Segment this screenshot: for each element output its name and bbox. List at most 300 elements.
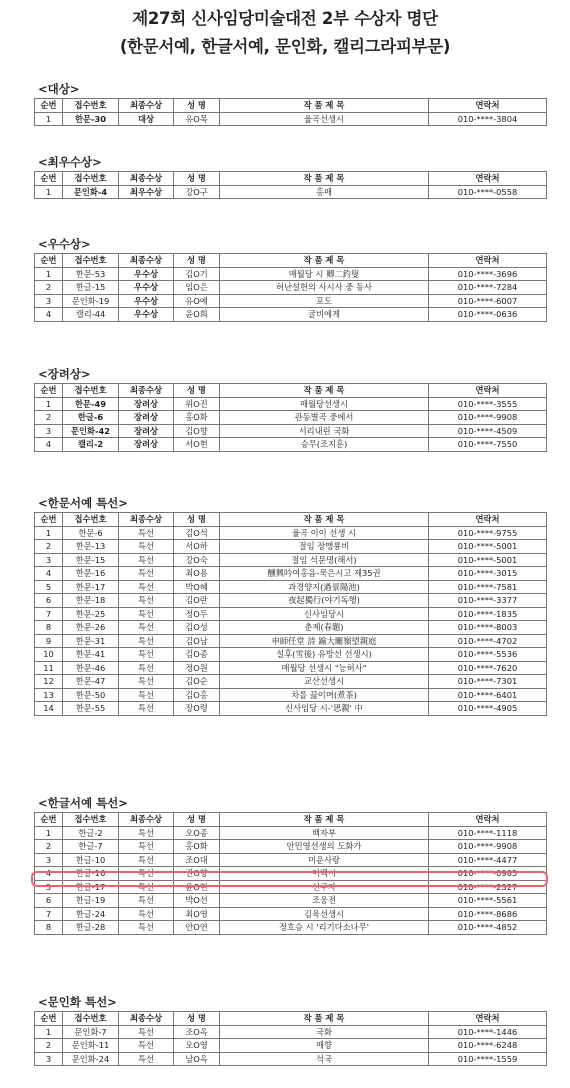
table-cell: 김O종 — [174, 648, 220, 662]
table-cell: 한글-16 — [63, 867, 119, 881]
table-cell: 특선 — [119, 621, 174, 635]
column-header: 접수번호 — [63, 99, 119, 113]
table-cell: 010-****-9908 — [429, 411, 547, 425]
table-cell: 한글-24 — [63, 907, 119, 921]
table-cell: 한문-41 — [63, 648, 119, 662]
table-cell: 010-****-5536 — [429, 648, 547, 662]
table-cell: 홍O화 — [174, 411, 220, 425]
table-cell: 강O숙 — [174, 553, 220, 567]
table-cell: 특선 — [119, 540, 174, 554]
section-hanmun-special — [34, 494, 546, 716]
column-header: 최종수상 — [119, 1012, 174, 1026]
table-cell: 김O성 — [174, 621, 220, 635]
table-row — [35, 880, 547, 894]
table-row — [35, 894, 547, 908]
table-cell: 정O두 — [174, 607, 220, 621]
table-cell: 매월당선생시 — [220, 397, 429, 411]
table-cell: 조웅전 — [220, 894, 429, 908]
table-cell: 특선 — [119, 907, 174, 921]
table-cell: 백자부 — [220, 826, 429, 840]
column-header: 순번 — [35, 99, 63, 113]
column-header: 최종수상 — [119, 513, 174, 527]
table-cell: 특선 — [119, 567, 174, 581]
table-cell: 한글-28 — [63, 921, 119, 935]
table-cell: 5 — [35, 580, 63, 594]
table-cell: 6 — [35, 594, 63, 608]
column-header: 작 품 제 목 — [220, 813, 429, 827]
table-cell: 4 — [35, 438, 63, 452]
table-row — [35, 308, 547, 322]
table-cell: 김O란 — [174, 594, 220, 608]
table-cell: 김O순 — [174, 675, 220, 689]
section-encouragement — [34, 365, 546, 452]
section-title: <문인화 특선> — [38, 995, 117, 1009]
table-cell: 6 — [35, 894, 63, 908]
table-cell: 010-****-9755 — [429, 526, 547, 540]
table-cell: 신사임당 시-'思親' 中 — [220, 702, 429, 716]
table-cell: 특선 — [119, 553, 174, 567]
table-cell: 한문-26 — [63, 621, 119, 635]
table-cell: 관동별곡 중에서 — [220, 411, 429, 425]
table-cell: 임O은 — [174, 281, 220, 295]
table-cell: 특선 — [119, 702, 174, 716]
table-cell: 특선 — [119, 607, 174, 621]
table-row — [35, 607, 547, 621]
column-header: 성 명 — [174, 513, 220, 527]
table-cell: 010-****-1118 — [429, 826, 547, 840]
column-header: 연락처 — [429, 99, 547, 113]
table-cell: 010-****-3377 — [429, 594, 547, 608]
table-cell: 한문-18 — [63, 594, 119, 608]
column-header: 순번 — [35, 384, 63, 398]
table-cell: 석국 — [220, 1052, 429, 1066]
table-cell: 매월당 선생시 "능허사" — [220, 661, 429, 675]
table-cell: 문인화-7 — [63, 1025, 119, 1039]
table-cell: 특선 — [119, 894, 174, 908]
table-cell: 매월당 시 卿二釣叟 — [220, 267, 429, 281]
table-cell: 문인화-4 — [63, 185, 119, 199]
table-cell: 한문-6 — [63, 526, 119, 540]
table-cell: 한문-53 — [63, 267, 119, 281]
table-row — [35, 921, 547, 935]
table-header-row — [35, 1012, 547, 1026]
table-header-row — [35, 254, 547, 268]
table-cell: 한문-30 — [63, 112, 119, 126]
table-cell: 010-****-7284 — [429, 281, 547, 295]
table-cell: 2 — [35, 840, 63, 854]
table-cell: 010-****-7550 — [429, 438, 547, 452]
table-cell: 율곡 이이 선생 시 — [220, 526, 429, 540]
table-cell: 허난설헌의 사시사 중 동사 — [220, 281, 429, 295]
table-row — [35, 540, 547, 554]
award-table — [34, 171, 547, 199]
table-cell: 010-****-3804 — [429, 112, 547, 126]
column-header: 최종수상 — [119, 172, 174, 186]
table-cell: 특선 — [119, 1025, 174, 1039]
table-cell: 장려상 — [119, 438, 174, 452]
table-cell: 설후(雪後) 유방선 선생시) — [220, 648, 429, 662]
table-row — [35, 294, 547, 308]
table-cell: 김O석 — [174, 526, 220, 540]
table-row — [35, 424, 547, 438]
table-cell: 과경양지(過景陽池) — [220, 580, 429, 594]
table-row — [35, 661, 547, 675]
column-header: 연락처 — [429, 254, 547, 268]
table-row — [35, 580, 547, 594]
table-row — [35, 411, 547, 425]
table-cell: 장려상 — [119, 411, 174, 425]
table-cell: 미운사랑 — [220, 853, 429, 867]
table-cell: 010-****-6007 — [429, 294, 547, 308]
table-cell: 최우수상 — [119, 185, 174, 199]
table-cell: 권O향 — [174, 867, 220, 881]
section-title: <한글서예 특선> — [38, 796, 128, 810]
table-cell: 홍매 — [220, 185, 429, 199]
table-cell: 7 — [35, 907, 63, 921]
table-cell: 11 — [35, 661, 63, 675]
page-title: 제27회 신사임당미술대전 2부 수상자 명단 — [132, 9, 438, 28]
table-cell: 14 — [35, 702, 63, 716]
table-cell: 김육선생시 — [220, 907, 429, 921]
table-cell: 010-****-2327 — [429, 880, 547, 894]
table-cell: 010-****-5561 — [429, 894, 547, 908]
table-cell: 2 — [35, 540, 63, 554]
table-cell: 최O용 — [174, 567, 220, 581]
column-header: 성 명 — [174, 99, 220, 113]
table-cell: 010-****-6401 — [429, 688, 547, 702]
table-cell: 서O하 — [174, 540, 220, 554]
table-cell: 특선 — [119, 867, 174, 881]
table-row — [35, 267, 547, 281]
column-header: 접수번호 — [63, 384, 119, 398]
table-row — [35, 1039, 547, 1053]
table-cell: 4 — [35, 867, 63, 881]
table-cell: 특선 — [119, 880, 174, 894]
table-cell: 특선 — [119, 675, 174, 689]
table-cell: 한글-7 — [63, 840, 119, 854]
table-row — [35, 526, 547, 540]
table-header-row — [35, 384, 547, 398]
table-cell: 7 — [35, 607, 63, 621]
table-cell: 夜起獨行(야기독행) — [220, 594, 429, 608]
table-cell: 010-****-0985 — [429, 867, 547, 881]
table-cell: 특선 — [119, 840, 174, 854]
table-cell: 정O원 — [174, 661, 220, 675]
table-cell: 특선 — [119, 921, 174, 935]
table-cell: 8 — [35, 921, 63, 935]
section-title: <장려상> — [38, 367, 91, 381]
table-row — [35, 675, 547, 689]
table-row — [35, 1052, 547, 1066]
table-row — [35, 397, 547, 411]
table-cell: 3 — [35, 424, 63, 438]
table-cell: 특선 — [119, 661, 174, 675]
column-header: 성 명 — [174, 384, 220, 398]
column-header: 최종수상 — [119, 254, 174, 268]
table-cell: 교산선생시 — [220, 675, 429, 689]
table-row — [35, 567, 547, 581]
column-header: 순번 — [35, 172, 63, 186]
table-cell: 캘리-44 — [63, 308, 119, 322]
table-cell: 한문-50 — [63, 688, 119, 702]
table-cell: 한문-47 — [63, 675, 119, 689]
column-header: 최종수상 — [119, 99, 174, 113]
table-cell: 13 — [35, 688, 63, 702]
table-cell: 1 — [35, 185, 63, 199]
table-cell: 김O홍 — [174, 688, 220, 702]
column-header: 성 명 — [174, 813, 220, 827]
table-cell: 포도 — [220, 294, 429, 308]
section-excellence — [34, 235, 546, 322]
table-row — [35, 1025, 547, 1039]
table-row — [35, 688, 547, 702]
table-cell: 강O구 — [174, 185, 220, 199]
column-header: 순번 — [35, 254, 63, 268]
table-cell: 010-****-9908 — [429, 840, 547, 854]
table-cell: 4 — [35, 567, 63, 581]
table-cell: 김O남 — [174, 634, 220, 648]
table-cell: 010-****-5001 — [429, 553, 547, 567]
table-cell: 1 — [35, 267, 63, 281]
table-cell: 위O진 — [174, 397, 220, 411]
column-header: 성 명 — [174, 1012, 220, 1026]
table-cell: 010-****-0636 — [429, 308, 547, 322]
column-header: 순번 — [35, 1012, 63, 1026]
table-cell: 윤O현 — [174, 880, 220, 894]
table-cell: 절임 장맹룡비 — [220, 540, 429, 554]
table-row — [35, 826, 547, 840]
table-header-row — [35, 813, 547, 827]
column-header: 접수번호 — [63, 813, 119, 827]
section-title: <한문서예 특선> — [38, 496, 128, 510]
table-cell: 申師任堂 詩 踰大關嶺望親庭 — [220, 634, 429, 648]
table-cell: 3 — [35, 1052, 63, 1066]
column-header: 성 명 — [174, 172, 220, 186]
section-muninhwa-special — [34, 993, 546, 1066]
table-cell: 특선 — [119, 648, 174, 662]
table-cell: 한글-2 — [63, 826, 119, 840]
column-header: 작 품 제 목 — [220, 513, 429, 527]
table-cell: 특선 — [119, 1052, 174, 1066]
column-header: 연락처 — [429, 1012, 547, 1026]
table-cell: 한문-55 — [63, 702, 119, 716]
table-cell: 010-****-4509 — [429, 424, 547, 438]
table-row — [35, 594, 547, 608]
table-cell: 유O목 — [174, 112, 220, 126]
table-cell: 특선 — [119, 688, 174, 702]
column-header: 성 명 — [174, 254, 220, 268]
table-cell: 010-****-1559 — [429, 1052, 547, 1066]
table-cell: 한문-25 — [63, 607, 119, 621]
table-cell: 승무(조지훈) — [220, 438, 429, 452]
table-cell: 서O현 — [174, 438, 220, 452]
award-table — [34, 253, 547, 322]
table-cell: 010-****-0558 — [429, 185, 547, 199]
table-cell: 특선 — [119, 634, 174, 648]
table-cell: 3 — [35, 294, 63, 308]
table-cell: 장려상 — [119, 424, 174, 438]
column-header: 작 품 제 목 — [220, 254, 429, 268]
table-row — [35, 907, 547, 921]
table-cell: 이백시 — [220, 867, 429, 881]
table-cell: 특선 — [119, 1039, 174, 1053]
table-cell: 한글-19 — [63, 894, 119, 908]
table-cell: 캘리-2 — [63, 438, 119, 452]
table-cell: 한글-6 — [63, 411, 119, 425]
column-header: 순번 — [35, 813, 63, 827]
table-cell: 010-****-4852 — [429, 921, 547, 935]
table-cell: 김O기 — [174, 267, 220, 281]
table-cell: 한문-17 — [63, 580, 119, 594]
table-cell: 우수상 — [119, 308, 174, 322]
table-cell: 한글-10 — [63, 853, 119, 867]
table-row — [35, 621, 547, 635]
table-cell: 문인화-24 — [63, 1052, 119, 1066]
table-cell: 한문-15 — [63, 553, 119, 567]
column-header: 연락처 — [429, 384, 547, 398]
table-cell: 매향 — [220, 1039, 429, 1053]
table-cell: 춘제(春題) — [220, 621, 429, 635]
table-cell: 우수상 — [119, 281, 174, 295]
column-header: 작 품 제 목 — [220, 384, 429, 398]
table-cell: 안민영선생의 도화가 — [220, 840, 429, 854]
section-title: <최우수상> — [38, 155, 102, 169]
table-cell: 2 — [35, 411, 63, 425]
table-header-row — [35, 513, 547, 527]
column-header: 접수번호 — [63, 254, 119, 268]
table-cell: 오O영 — [174, 1039, 220, 1053]
table-cell: 절임 석문명(해서) — [220, 553, 429, 567]
section-title: <대상> — [38, 82, 80, 96]
table-cell: 010-****-1446 — [429, 1025, 547, 1039]
table-cell: 010-****-5001 — [429, 540, 547, 554]
table-cell: 굴비에게 — [220, 308, 429, 322]
column-header: 최종수상 — [119, 384, 174, 398]
table-row — [35, 840, 547, 854]
table-cell: 신사임당시 — [220, 607, 429, 621]
table-cell: 문인화-19 — [63, 294, 119, 308]
table-cell: 조O대 — [174, 853, 220, 867]
table-cell: 서리내린 국화 — [220, 424, 429, 438]
table-cell: 9 — [35, 634, 63, 648]
table-cell: 국화 — [220, 1025, 429, 1039]
table-cell: 김O향 — [174, 424, 220, 438]
table-cell: 특선 — [119, 594, 174, 608]
award-table — [34, 512, 547, 716]
table-cell: 1 — [35, 397, 63, 411]
table-header-row — [35, 172, 547, 186]
table-cell: 정호승 시 '리기다소나무' — [220, 921, 429, 935]
table-cell: 010-****-3555 — [429, 397, 547, 411]
table-cell: 010-****-6248 — [429, 1039, 547, 1053]
table-cell: 010-****-3696 — [429, 267, 547, 281]
table-cell: 차를 끓이며(煮茶) — [220, 688, 429, 702]
page-subtitle: (한문서예, 한글서예, 문인화, 캘리그라피부문) — [119, 37, 451, 56]
table-cell: 10 — [35, 648, 63, 662]
table-cell: 문인화-42 — [63, 424, 119, 438]
section-grand — [34, 80, 546, 126]
table-cell: 박O혜 — [174, 580, 220, 594]
table-cell: 010-****-1835 — [429, 607, 547, 621]
table-cell: 한문-16 — [63, 567, 119, 581]
table-row — [35, 438, 547, 452]
table-cell: 대상 — [119, 112, 174, 126]
column-header: 작 품 제 목 — [220, 1012, 429, 1026]
table-cell: 010-****-3015 — [429, 567, 547, 581]
table-cell: 한문-49 — [63, 397, 119, 411]
table-row — [35, 112, 547, 126]
table-row — [35, 702, 547, 716]
table-cell: 특선 — [119, 826, 174, 840]
table-cell: 특선 — [119, 580, 174, 594]
table-cell: 남O옥 — [174, 1052, 220, 1066]
table-cell: 1 — [35, 112, 63, 126]
column-header: 연락처 — [429, 813, 547, 827]
table-cell: 선구자 — [220, 880, 429, 894]
table-header-row — [35, 99, 547, 113]
table-cell: 한문-46 — [63, 661, 119, 675]
table-cell: 특선 — [119, 526, 174, 540]
column-header: 연락처 — [429, 172, 547, 186]
table-cell: 한글-15 — [63, 281, 119, 295]
table-cell: 문인화-11 — [63, 1039, 119, 1053]
table-cell: 010-****-7301 — [429, 675, 547, 689]
column-header: 작 품 제 목 — [220, 99, 429, 113]
table-cell: 우수상 — [119, 294, 174, 308]
table-row — [35, 648, 547, 662]
table-cell: 1 — [35, 826, 63, 840]
table-cell: 유O예 — [174, 294, 220, 308]
table-cell: 장O령 — [174, 702, 220, 716]
table-row — [35, 867, 547, 881]
column-header: 연락처 — [429, 513, 547, 527]
table-cell: 조O옥 — [174, 1025, 220, 1039]
award-table — [34, 383, 547, 452]
award-table — [34, 98, 547, 126]
table-cell: 010-****-8003 — [429, 621, 547, 635]
title-block — [0, 0, 570, 58]
page-cut — [0, 1082, 570, 1088]
table-cell: 3 — [35, 853, 63, 867]
table-cell: 010-****-7581 — [429, 580, 547, 594]
table-cell: 한문-13 — [63, 540, 119, 554]
section-top — [34, 153, 546, 199]
table-row — [35, 634, 547, 648]
column-header: 작 품 제 목 — [220, 172, 429, 186]
award-table — [34, 1011, 547, 1066]
table-cell: 2 — [35, 1039, 63, 1053]
table-cell: 010-****-8686 — [429, 907, 547, 921]
table-cell: 12 — [35, 675, 63, 689]
table-cell: 특선 — [119, 853, 174, 867]
table-row — [35, 553, 547, 567]
column-header: 접수번호 — [63, 172, 119, 186]
table-cell: 한글-17 — [63, 880, 119, 894]
table-cell: 1 — [35, 526, 63, 540]
table-cell: 장려상 — [119, 397, 174, 411]
table-row — [35, 853, 547, 867]
table-row — [35, 185, 547, 199]
table-cell: 율곡선생시 — [220, 112, 429, 126]
table-cell: 010-****-4702 — [429, 634, 547, 648]
table-cell: 우수상 — [119, 267, 174, 281]
table-cell: 안O연 — [174, 921, 220, 935]
table-cell: 010-****-7620 — [429, 661, 547, 675]
column-header: 순번 — [35, 513, 63, 527]
column-header: 접수번호 — [63, 1012, 119, 1026]
award-table — [34, 812, 547, 935]
table-cell: 010-****-4905 — [429, 702, 547, 716]
